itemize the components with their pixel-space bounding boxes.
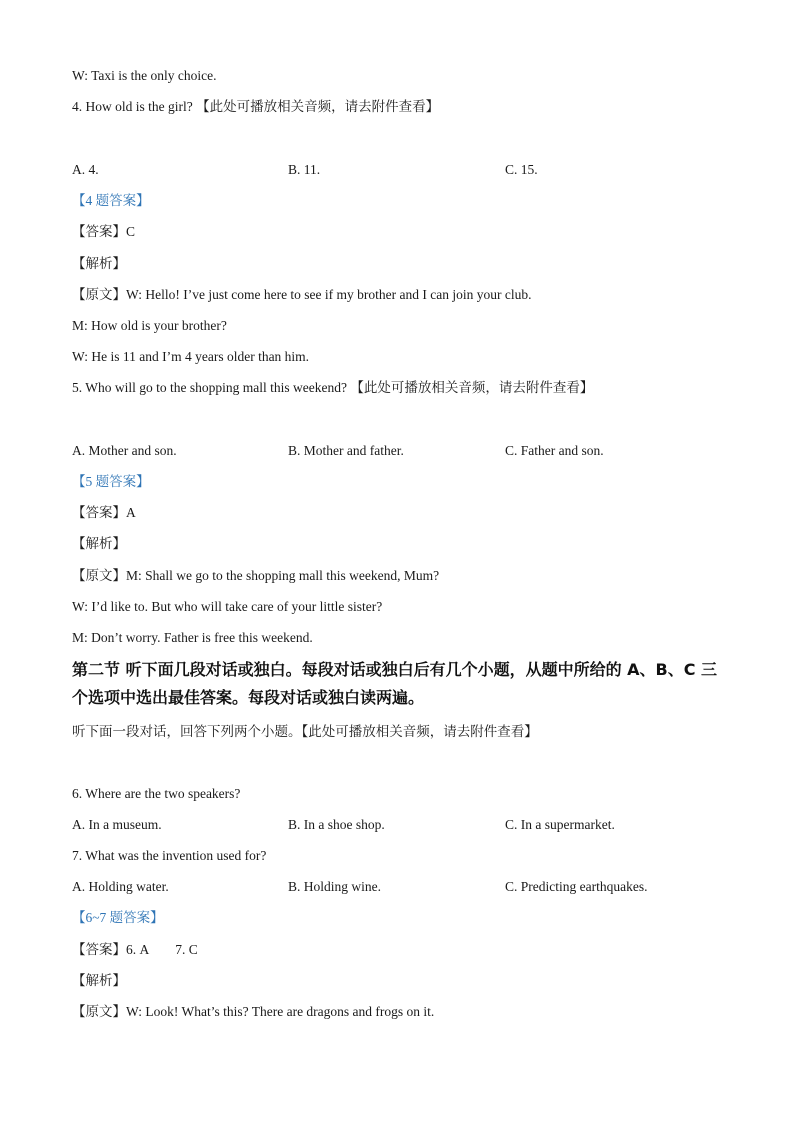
analysis-label: 【解析】	[72, 536, 126, 551]
answer-line	[72, 941, 198, 959]
analysis-label: 【解析】	[72, 256, 126, 271]
option-b: B. Mother and father.	[288, 443, 404, 458]
section-heading: 第二节 听下面几段对话或独白。每段对话或独白后有几个小题，从题中所给的 A、B、C 三个选项中选出最佳答案。每段对话或独白读两遍。	[72, 660, 718, 707]
question-5: 5. Who will go to the shopping mall this weekend? 【此处可播放相关音频，请去附件查看】	[72, 380, 594, 395]
transcript-original: 【原文】M: Shall we go to the shopping mall this weekend, Mum?	[72, 568, 440, 583]
question-4: 4. How old is the girl? 【此处可播放相关音频，请去附件查看】	[72, 99, 440, 114]
question-6: 6. Where are the two speakers?	[72, 786, 241, 801]
listening-intro: 听下面一段对话，回答下列两个小题。【此处可播放相关音频，请去附件查看】	[72, 724, 538, 739]
option-a: A. In a museum.	[72, 817, 162, 832]
option-c: C. In a supermarket.	[505, 817, 615, 832]
option-c: C. Father and son.	[505, 443, 604, 458]
option-a: A. Holding water.	[72, 879, 169, 894]
option-c: C. Predicting earthquakes.	[505, 879, 648, 894]
transcript-line: W: I’d like to. But who will take care of your little sister?	[72, 599, 383, 614]
analysis-label: 【解析】	[72, 973, 126, 988]
question-7: 7. What was the invention used for?	[72, 848, 267, 863]
transcript-original: 【原文】W: Look! What’s this? There are dragons and frogs on it.	[72, 1004, 435, 1019]
answer-7: 7. C	[175, 942, 198, 957]
transcript-line: M: How old is your brother?	[72, 318, 227, 333]
option-a: A. 4.	[72, 162, 99, 177]
option-a: A. Mother and son.	[72, 443, 177, 458]
answer-line: 【答案】A	[72, 505, 136, 520]
answer-heading: 【4 题答案】	[72, 193, 150, 208]
transcript-line: W: Taxi is the only choice.	[72, 68, 217, 83]
option-b: B. Holding wine.	[288, 879, 381, 894]
answer-heading: 【6~7 题答案】	[72, 910, 164, 925]
transcript-line: W: He is 11 and I’m 4 years older than him.	[72, 349, 310, 364]
answer-line: 【答案】C	[72, 224, 136, 239]
answer-6: 【答案】6. A	[72, 942, 150, 957]
answer-heading: 【5 题答案】	[72, 474, 150, 489]
option-b: B. In a shoe shop.	[288, 817, 385, 832]
option-c: C. 15.	[505, 162, 538, 177]
transcript-line: M: Don’t worry. Father is free this weekend.	[72, 630, 313, 645]
transcript-original: 【原文】W: Hello! I’ve just come here to see if my brother and I can join your club.	[72, 287, 532, 302]
option-b: B. 11.	[288, 162, 321, 177]
